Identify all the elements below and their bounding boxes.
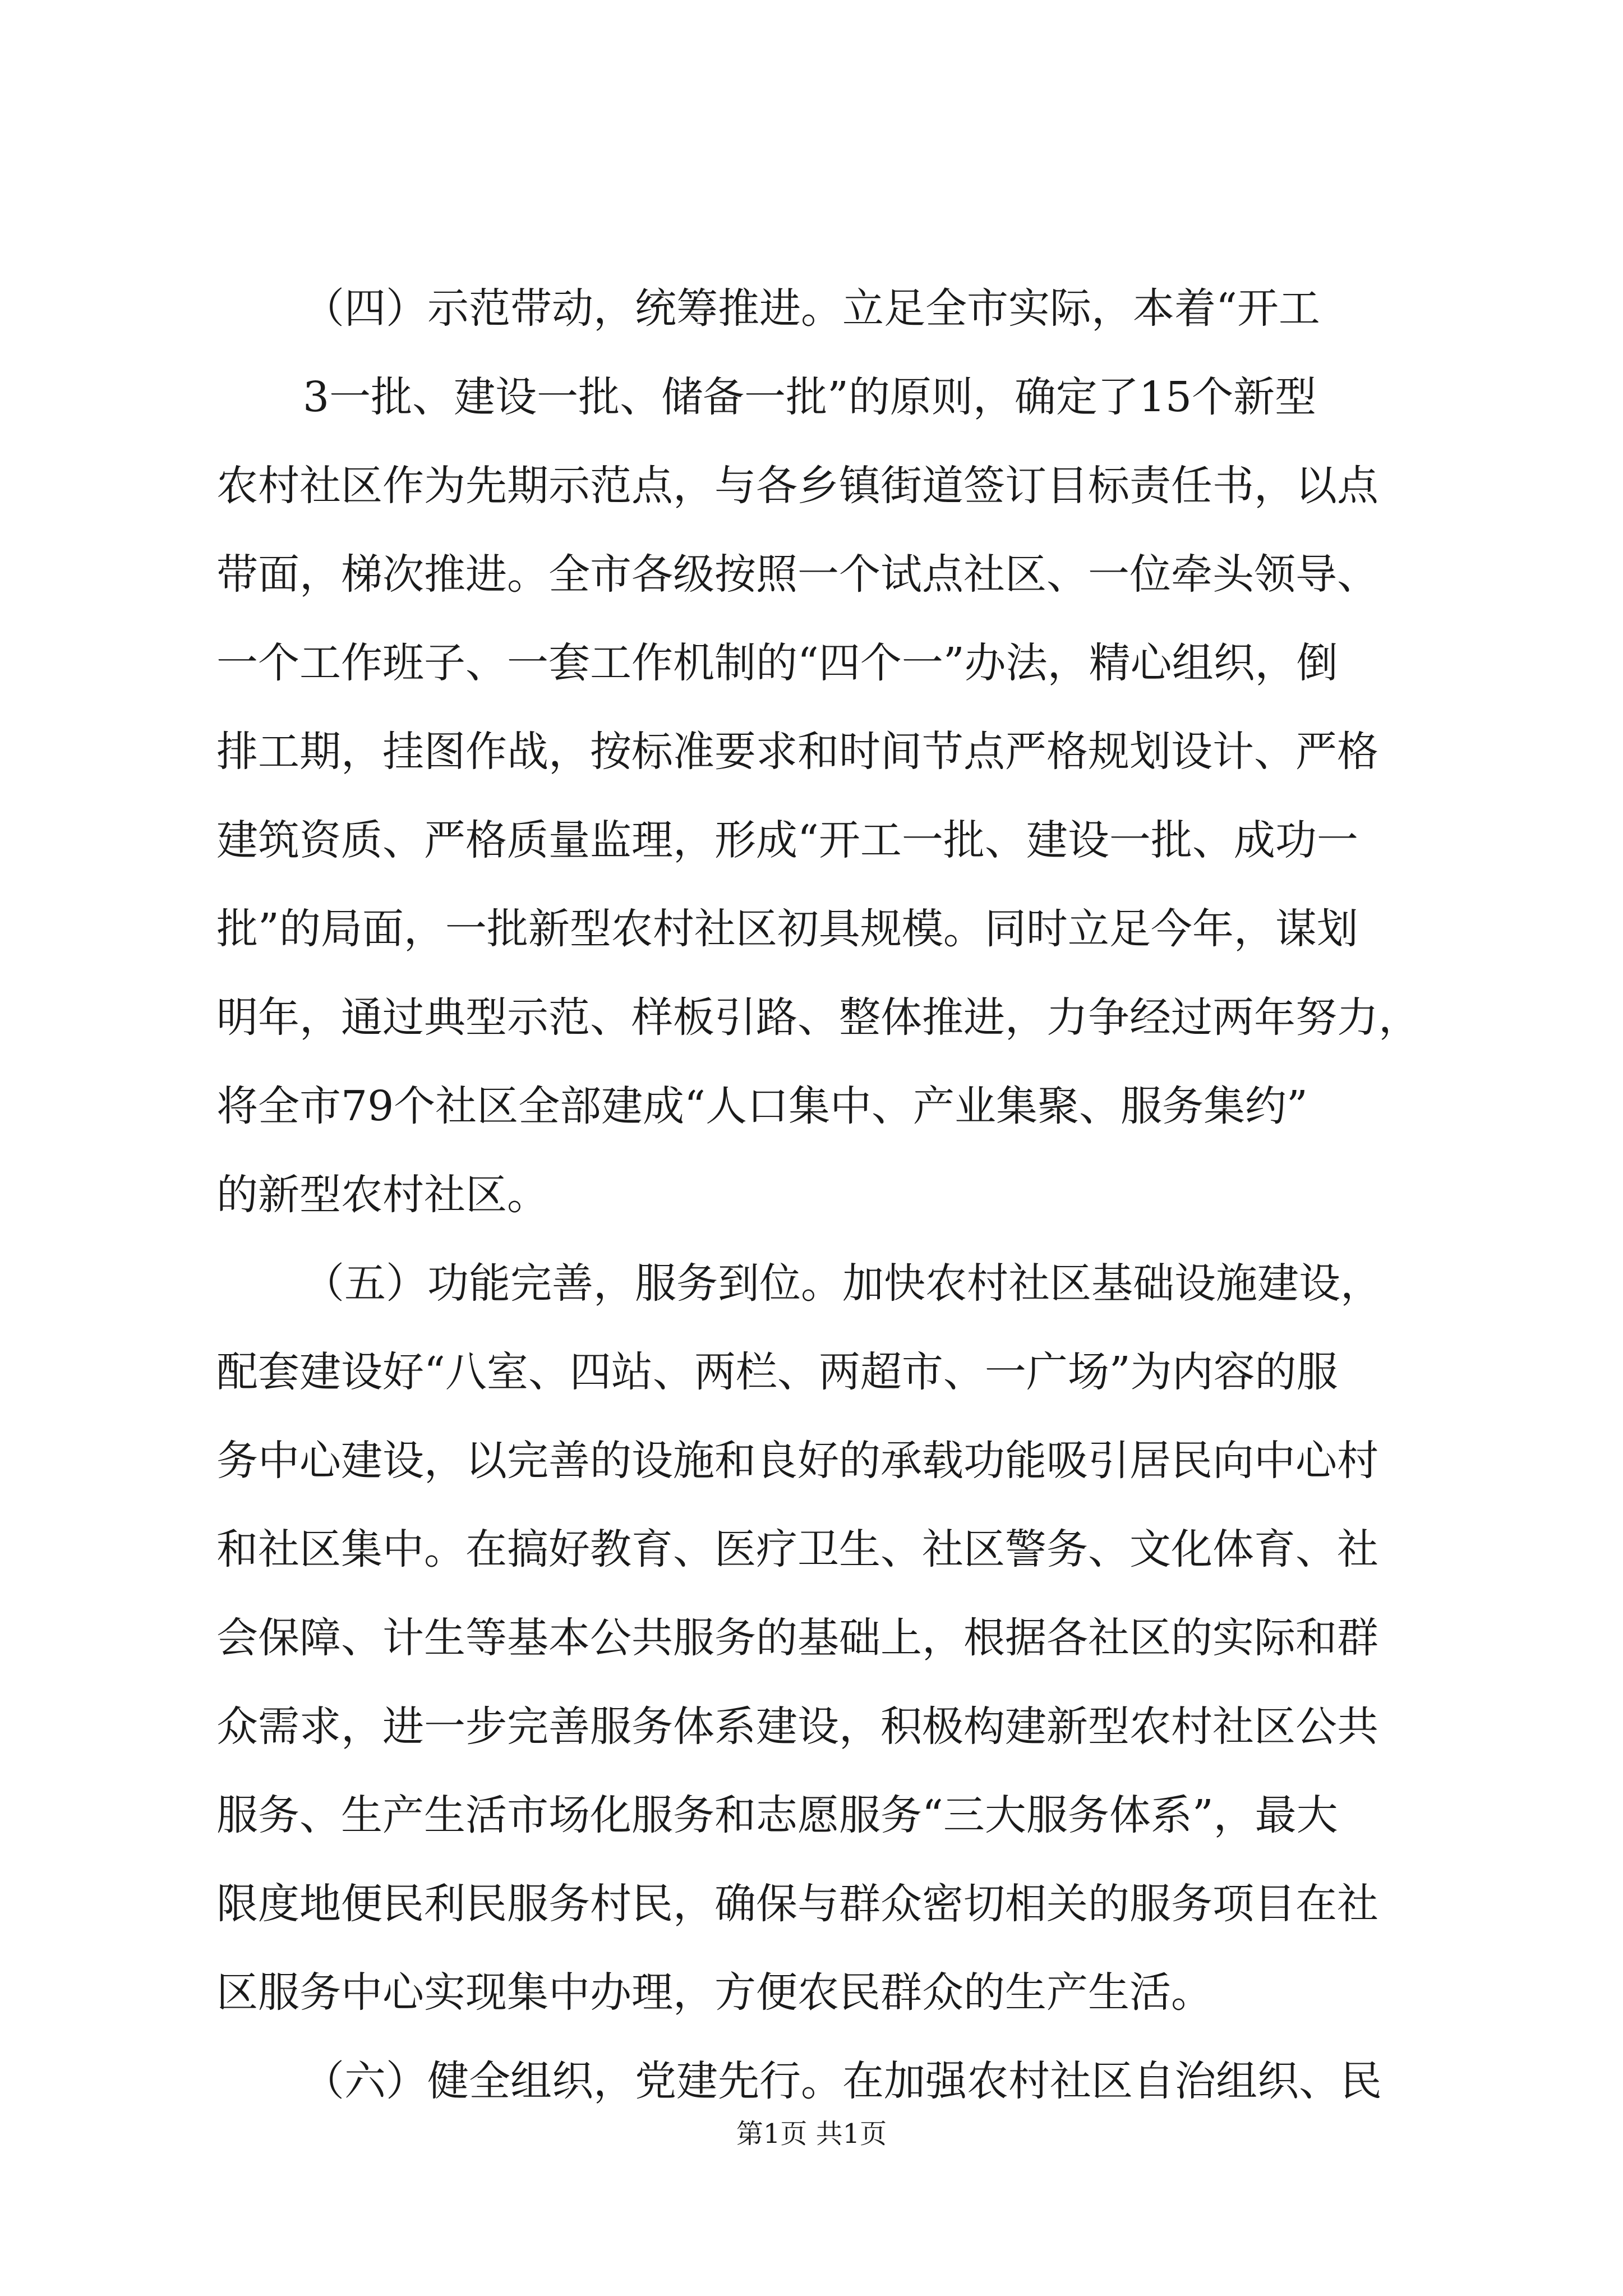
text-line: 批”的局面，一批新型农村社区初具规模。同时立足今年，谋划 xyxy=(216,905,1358,953)
text-line: 区服务中心实现集中办理，方便农民群众的生产生活。 xyxy=(216,1968,1212,2017)
text-line: （六）健全组织，党建先行。在加强农村社区自治组织、民 xyxy=(303,2057,1382,2105)
text-line: 排工期，挂图作战，按标准要求和时间节点严格规划设计、严格 xyxy=(216,728,1378,776)
text-line: （五）功能完善，服务到位。加快农村社区基础设施建设， xyxy=(303,1259,1382,1308)
text-line: 建筑资质、严格质量监理，形成“开工一批、建设一批、成功一 xyxy=(216,816,1358,864)
text-line: （四）示范带动，统筹推进。立足全市实际，本着“开工 xyxy=(303,284,1320,333)
text-line: 限度地便民利民服务村民，确保与群众密切相关的服务项目在社 xyxy=(216,1880,1378,1928)
text-line: 将全市79个社区全部建成“人口集中、产业集聚、服务集约” xyxy=(216,1082,1308,1130)
text-line: 和社区集中。在搞好教育、医疗卫生、社区警务、文化体育、社 xyxy=(216,1525,1378,1573)
text-line: 务中心建设，以完善的设施和良好的承载功能吸引居民向中心村 xyxy=(216,1437,1378,1485)
text-line: 明年，通过典型示范、样板引路、整体推进，力争经过两年努力， xyxy=(216,993,1420,1042)
text-line: 会保障、计生等基本公共服务的基础上，根据各社区的实际和群 xyxy=(216,1614,1378,1662)
text-line: 配套建设好“八室、四站、两栏、两超市、一广场”为内容的服 xyxy=(216,1348,1338,1396)
text-line: 众需求，进一步完善服务体系建设，积极构建新型农村社区公共 xyxy=(216,1703,1378,1751)
text-line: 带面，梯次推进。全市各级按照一个试点社区、一位牵头领导、 xyxy=(216,550,1378,599)
text-line: 农村社区作为先期示范点，与各乡镇街道签订目标责任书，以点 xyxy=(216,462,1378,510)
text-line: 的新型农村社区。 xyxy=(216,1171,548,1219)
page-footer: 第1页 共1页 xyxy=(736,2118,887,2150)
text-line: 服务、生产生活市场化服务和志愿服务“三大服务体系”，最大 xyxy=(216,1791,1338,1839)
text-line: 一个工作班子、一套工作机制的“四个一”办法，精心组织，倒 xyxy=(216,639,1338,687)
text-line: 3一批、建设一批、储备一批”的原则，确定了15个新型 xyxy=(303,373,1317,421)
